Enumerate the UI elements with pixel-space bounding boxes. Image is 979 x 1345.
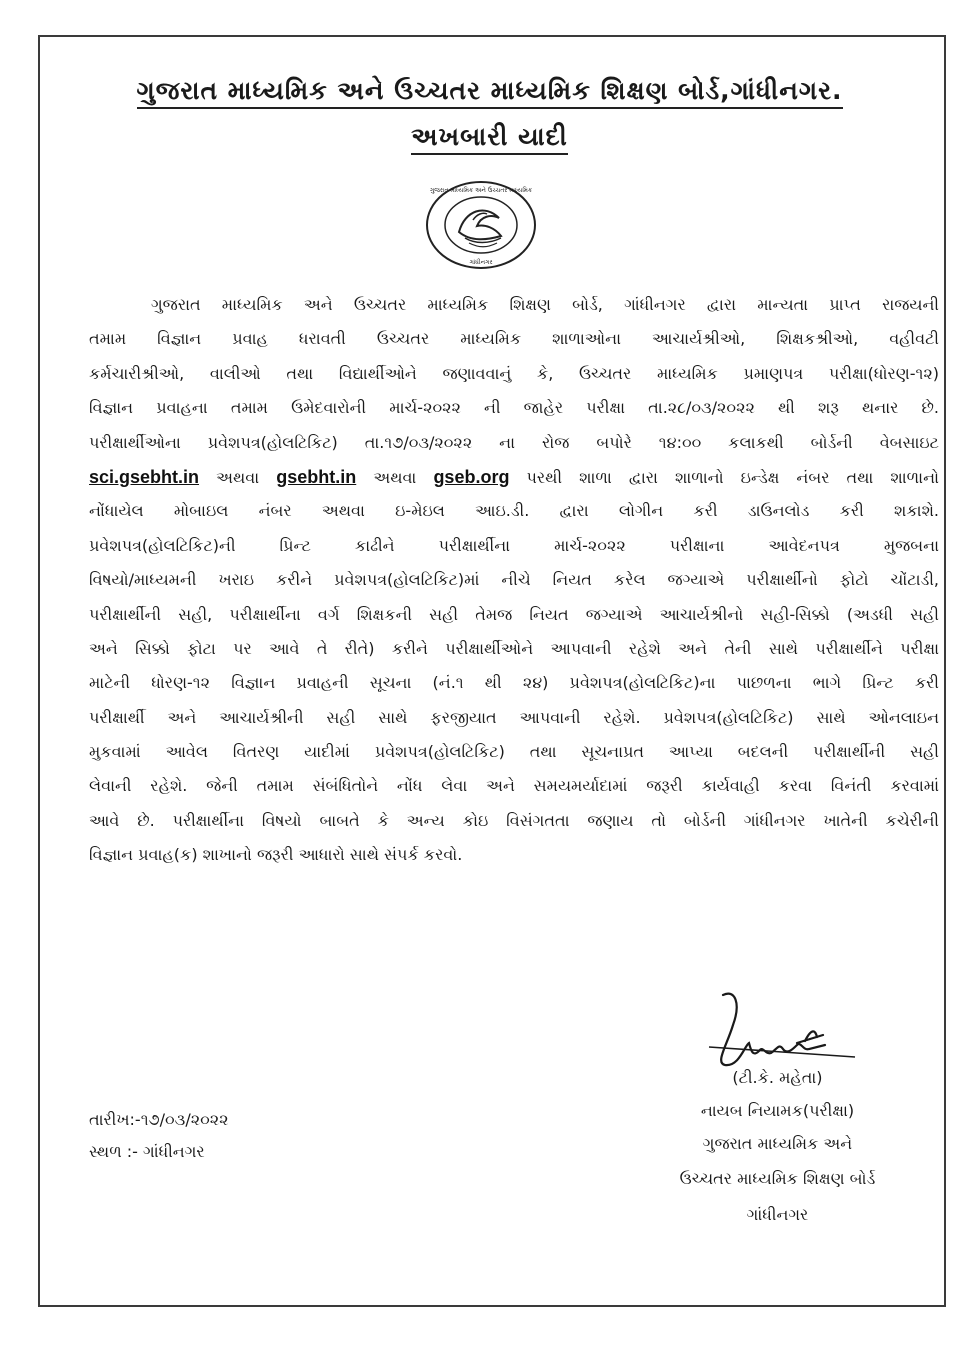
or-text: અથવા	[373, 467, 417, 487]
seal-text-top: ગુજરાત માધ્યમિક અને ઉચ્ચતર માધ્યમિક	[429, 187, 533, 194]
body-line: અને સિક્કો ફોટા પર આવે તે રીતે) કરીને પરીક્ષાર્થીઓને આપવાની રહેશે અને તેની સાથે પરીક્ષાર્થીને પરીક્ષા	[89, 638, 939, 658]
body-line: પરીક્ષાર્થી અને આચાર્યશ્રીની સહી સાથે ફરજીયાત આપવાની રહેશે. પ્રવેશપત્ર(હોલટિકિટ) સાથે ઓનલાઇન	[89, 707, 939, 727]
website-link-gseb[interactable]: gseb.org	[433, 466, 510, 487]
body-line: ગુજરાત માધ્યમિક અને ઉચ્ચતર માધ્યમિક શિક્ષણ બોર્ડ, ગાંધીનગર દ્વારા માન્યતા પ્રાપ્ત રાજયની	[151, 295, 939, 314]
board-seal-logo	[425, 180, 537, 270]
issue-place: સ્થળ :- ગાંધીનગર	[89, 1142, 205, 1161]
body-line: વિજ્ઞાન પ્રવાહના તમામ ઉમેદવારોની માર્ચ-૨૦૨૨ ની જાહેર પરીક્ષા તા.૨૮/૦૩/૨૦૨૨ થી શરૂ થનાર છે.	[89, 398, 939, 418]
body-line: આવે છે. પરીક્ષાર્થીના વિષયો બાબતે કે અન્ય કોઇ વિસંગતતા જણાય તો બોર્ડની ગાંધીનગર ખાતેની કચેરીની	[89, 810, 939, 830]
board-title: ગુજરાત માધ્યમિક અને ઉચ્ચતર માધ્યમિક શિક્ષણ બોર્ડ,ગાંધીનગર.	[0, 76, 979, 106]
body-line: પરીક્ષાર્થીઓના પ્રવેશપત્ર(હોલટિકિટ) તા.૧૭/૦૩/૨૦૨૨ ના રોજ બપોરે ૧૪:૦૦ કલાકથી બોર્ડની વેબસાઇટ	[89, 432, 939, 452]
body-line: માટેની ધોરણ-૧૨ વિજ્ઞાન પ્રવાહની સૂચના (નં.૧ થી ૨૪) પ્રવેશપત્ર(હોલટિકિટ)ના પાછળના ભાગે પ્રિન્ટ કરી	[89, 673, 939, 693]
body-line: નોંધાયેલ મોબાઇલ નંબર અથવા ઇ-મેઇલ આઇ.ડી. દ્વારા લોગીન કરી ડાઉનલોડ કરી શકાશે.	[89, 501, 939, 521]
body-line: લેવાની રહેશે. જેની તમામ સંબંધિતોને નોંધ લેવા અને સમયમર્યાદામાં જરૂરી કાર્યવાહી કરવા વિનંતી કરવામાં	[89, 776, 939, 796]
website-link-gsebht[interactable]: gsebht.in	[276, 466, 357, 487]
signatory-name: (ટી.કે. મહેતા)	[732, 1068, 823, 1087]
press-release-heading: અખબારી યાદી	[0, 122, 979, 152]
signatory-org-line1: ગુજરાત માધ્યમિક અને	[702, 1134, 853, 1153]
signatory-designation: નાયબ નિયામક(પરીક્ષા)	[700, 1101, 855, 1120]
signatory-org-line2: ઉચ્ચતર માધ્યમિક શિક્ષણ બોર્ડ	[679, 1169, 876, 1188]
body-line: વિજ્ઞાન પ્રવાહ(ક) શાખાનો જરૂરી આધારો સાથે સંપર્ક કરવો.	[89, 845, 463, 865]
website-link-sci-gsebht[interactable]: sci.gsebht.in	[89, 466, 200, 487]
body-line: પરીક્ષાર્થીની સહી, પરીક્ષાર્થીના વર્ગ શિક્ષકની સહી તેમજ નિયત જગ્યાએ આચાર્યશ્રીનો સહી-સિક્કો (અડધી સહી	[89, 604, 939, 624]
issue-date: તારીખ:-૧૭/૦૩/૨૦૨૨	[89, 1110, 229, 1129]
seal-text-bottom: ગાંધીનગર	[469, 259, 493, 266]
press-release-body	[89, 288, 939, 873]
body-line: કર્મચારીશ્રીઓ, વાલીઓ તથા વિદ્યાર્થીઓને જણાવવાનું કે, ઉચ્ચતર માધ્યમિક પ્રમાણપત્ર પરીક્ષા(ધોરણ-૧૨)	[89, 363, 939, 383]
signatory-city: ગાંધીનગર	[746, 1205, 809, 1224]
body-line: પ્રવેશપત્ર(હોલટિકિટ)ની પ્રિન્ટ કાઢીને પરીક્ષાર્થીના માર્ચ-૨૦૨૨ પરીક્ષાના આવેદનપત્ર મુજબના	[89, 535, 939, 555]
body-line: મુકવામાં આવેલ વિતરણ યાદીમાં પ્રવેશપત્ર(હોલટિકિટ) તથા સૂચનાપ્રત આપ્યા બદલની પરીક્ષાર્થીની સહી	[89, 742, 939, 762]
body-line: તમામ વિજ્ઞાન પ્રવાહ ધરાવતી ઉચ્ચતર માધ્યમિક શાળાઓના આચાર્યશ્રીઓ, શિક્ષકશ્રીઓ, વહીવટી	[89, 329, 939, 349]
body-line: વિષયો/માધ્યમની ખરાઇ કરીને પ્રવેશપત્ર(હોલટિકિટ)માં નીચે નિયત કરેલ જગ્યાએ પરીક્ષાર્થીનો ફોટો ચોંટાડી,	[89, 570, 939, 590]
or-text: અથવા	[216, 467, 260, 487]
body-line-with-links	[89, 460, 939, 494]
links-trailing-text: પરથી શાળા દ્વારા શાળાનો ઇન્ડેક્ષ નંબર તથા શાળાનો	[526, 467, 939, 487]
